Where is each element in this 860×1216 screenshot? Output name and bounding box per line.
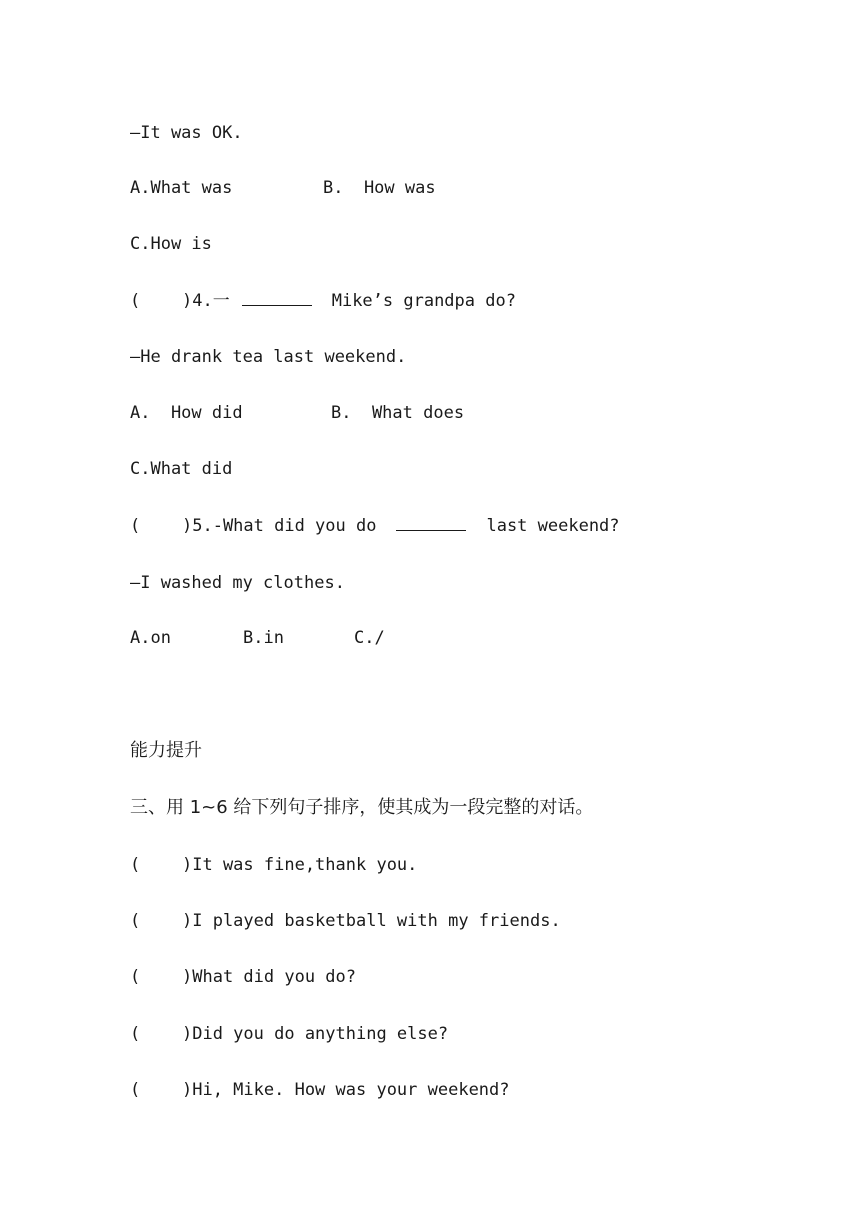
q3-answer-line: —It was OK. — [130, 123, 243, 143]
q5-answer-line: —I washed my clothes. — [130, 573, 345, 593]
q4-option-b: B. What does — [331, 403, 465, 423]
ordering-answer-paren[interactable]: ( — [130, 967, 141, 987]
ordering-item-text: )What did you do? — [182, 967, 356, 987]
q4-answer-paren: ( — [130, 291, 141, 311]
ordering-item — [130, 1079, 510, 1101]
ordering-item — [130, 1023, 448, 1045]
q4-question — [130, 290, 516, 312]
ordering-item-text: )It was fine,thank you. — [182, 855, 418, 875]
q5-prefix: )5.-What did you do — [182, 516, 377, 536]
q4-option-a: A. How did — [130, 403, 243, 423]
q4-blank[interactable] — [242, 291, 312, 306]
q5-question — [130, 515, 620, 537]
q3-option-a: A.What was — [130, 178, 233, 198]
section3-title: 三、用 1~6 给下列句子排序，使其成为一段完整的对话。 — [130, 797, 594, 818]
q5-answer-paren: ( — [130, 516, 141, 536]
q5-option-a: A.on — [130, 628, 171, 648]
q4-answer-line: —He drank tea last weekend. — [130, 347, 407, 367]
ordering-item — [130, 910, 561, 932]
ordering-answer-paren[interactable]: ( — [130, 855, 141, 875]
ordering-answer-paren[interactable]: ( — [130, 911, 141, 931]
q3-option-c: C.How is — [130, 234, 212, 254]
ordering-item-text: )Hi, Mike. How was your weekend? — [182, 1080, 510, 1100]
ordering-answer-paren[interactable]: ( — [130, 1080, 141, 1100]
q4-suffix: Mike’s grandpa do? — [331, 291, 516, 311]
q4-option-c: C.What did — [130, 459, 233, 479]
ordering-item-text: )Did you do anything else? — [182, 1024, 449, 1044]
ordering-item — [130, 854, 417, 876]
section-heading: 能力提升 — [130, 740, 202, 761]
q5-option-c: C./ — [354, 628, 385, 648]
ordering-answer-paren[interactable]: ( — [130, 1024, 141, 1044]
ordering-item-text: )I played basketball with my friends. — [182, 911, 561, 931]
q5-option-b: B.in — [243, 628, 284, 648]
ordering-item — [130, 966, 356, 988]
q5-blank[interactable] — [396, 516, 466, 531]
q4-prefix: )4.一 — [182, 291, 230, 311]
q3-option-b: B. How was — [323, 178, 436, 198]
q5-suffix: last weekend? — [486, 516, 620, 536]
